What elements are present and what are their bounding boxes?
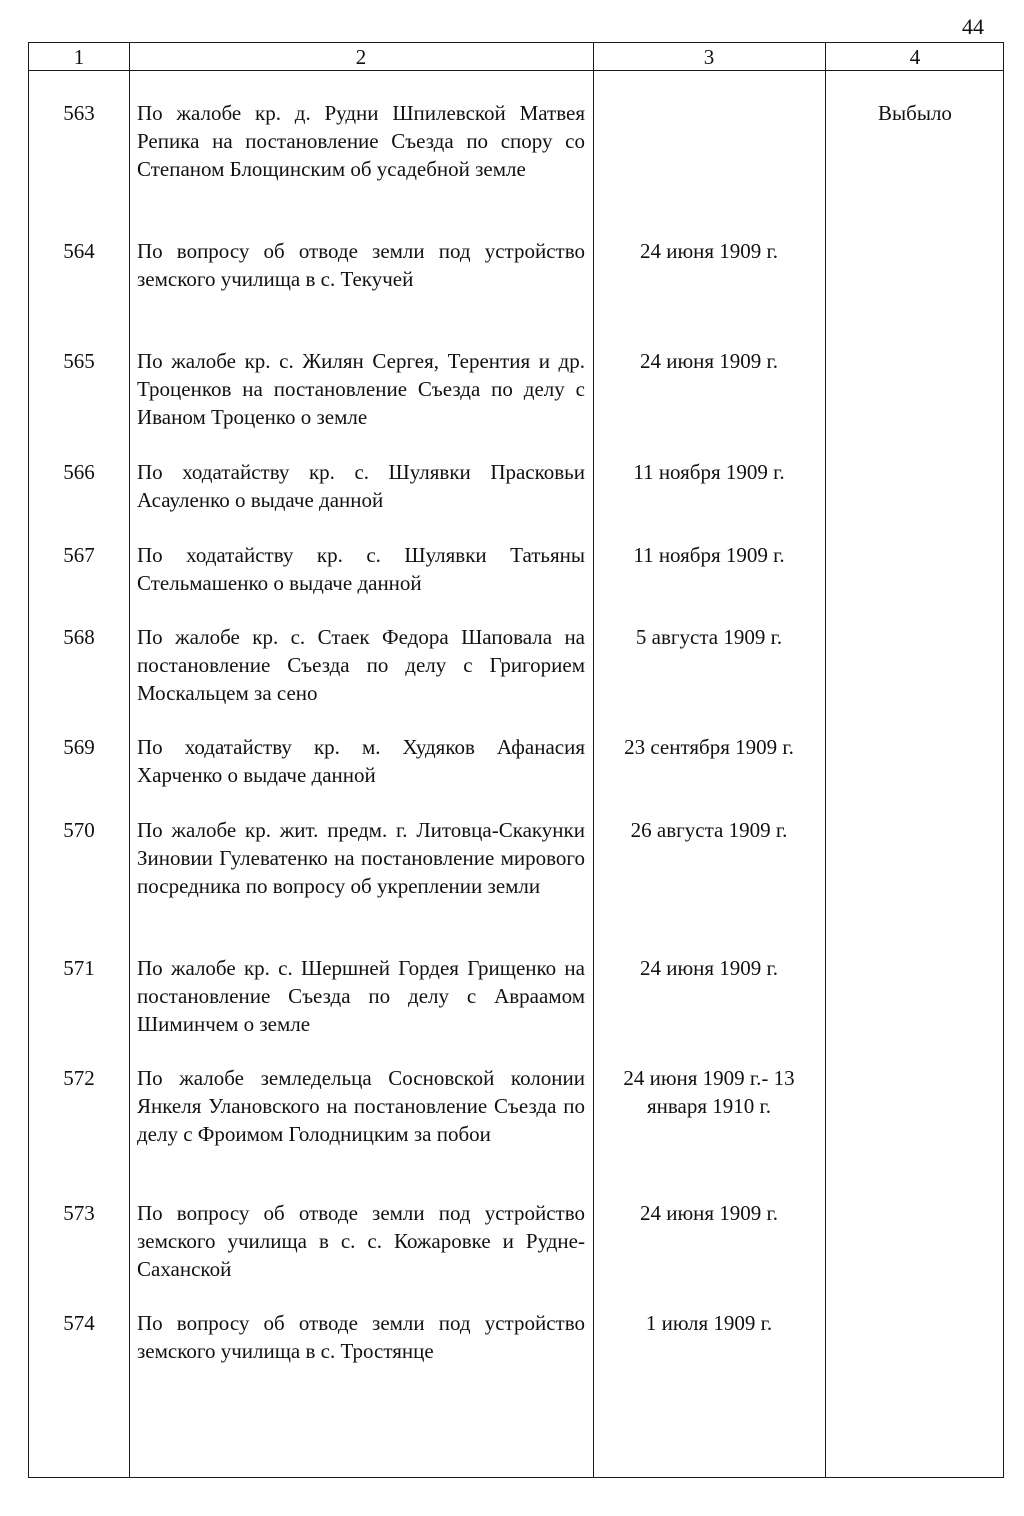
case-number: 568 bbox=[63, 625, 95, 649]
column-divider bbox=[129, 43, 130, 1477]
case-number: 572 bbox=[63, 1066, 95, 1090]
column-header-2: 2 bbox=[355, 45, 367, 69]
case-date: 11 ноября 1909 г. bbox=[633, 543, 785, 567]
column-divider bbox=[825, 43, 826, 1477]
case-number: 570 bbox=[63, 818, 95, 842]
column-header-1: 1 bbox=[73, 45, 85, 69]
case-number: 565 bbox=[63, 349, 95, 373]
case-description: По вопросу об отводе земли под устройство земского училища в с. с. Кожаровке и Рудне-Саханской bbox=[137, 1201, 585, 1281]
case-number: 573 bbox=[63, 1201, 95, 1225]
case-description: По жалобе кр. с. Стаек Федора Шаповала на постановление Съезда по делу с Григорием Москальцем за сено bbox=[137, 625, 585, 705]
case-number: 563 bbox=[63, 101, 95, 125]
case-number: 566 bbox=[63, 460, 95, 484]
case-description: По ходатайству кр. м. Худяков Афанасия Харченко о выдаче данной bbox=[137, 735, 585, 787]
case-number: 567 bbox=[63, 543, 95, 567]
case-date: 26 августа 1909 г. bbox=[630, 818, 788, 842]
case-date: 24 июня 1909 г. bbox=[639, 349, 779, 373]
case-date: 24 июня 1909 г. bbox=[639, 239, 779, 263]
case-description: По ходатайству кр. с. Шулявки Прасковьи Асауленко о выдаче данной bbox=[137, 460, 585, 512]
column-header-3: 3 bbox=[703, 45, 715, 69]
case-date: 24 июня 1909 г.- 13 января 1910 г. bbox=[623, 1066, 795, 1118]
case-description: По жалобе кр. жит. предм. г. Литовца-Скакунки Зиновии Гулеватенко на постановление мирового посредника по вопросу об укреплении земли bbox=[137, 818, 585, 898]
register-table bbox=[28, 42, 1004, 1478]
case-date: 24 июня 1909 г. bbox=[639, 1201, 779, 1225]
case-date: 1 июля 1909 г. bbox=[645, 1311, 773, 1335]
case-number: 571 bbox=[63, 956, 95, 980]
page-number: 44 bbox=[962, 14, 984, 39]
case-number: 574 bbox=[63, 1311, 95, 1335]
case-description: По вопросу об отводе земли под устройство земского училища в с. Тростянце bbox=[137, 1311, 585, 1363]
case-description: По ходатайству кр. с. Шулявки Татьяны Стельмашенко о выдаче данной bbox=[137, 543, 585, 595]
case-description: По жалобе кр. д. Рудни Шпилевской Матвея Репика на постановление Съезда по спору со Степаном Блощинским об усадебной земле bbox=[137, 101, 585, 181]
case-note: Выбыло bbox=[878, 101, 952, 125]
case-date: 24 июня 1909 г. bbox=[639, 956, 779, 980]
case-number: 564 bbox=[63, 239, 95, 263]
case-date: 5 августа 1909 г. bbox=[635, 625, 783, 649]
column-divider bbox=[593, 43, 594, 1477]
case-description: По жалобе кр. с. Шершней Гордея Грищенко на постановление Съезда по делу с Авраамом Шиминчем о земле bbox=[137, 956, 585, 1036]
column-header-4: 4 bbox=[909, 45, 921, 69]
case-description: По жалобе кр. с. Жилян Сергея, Терентия и др. Троценков на постановление Съезда по делу с Иваном Троценко о земле bbox=[137, 349, 585, 429]
table-header-row bbox=[29, 43, 1003, 71]
case-date: 23 сентября 1909 г. bbox=[624, 735, 794, 759]
case-number: 569 bbox=[63, 735, 95, 759]
case-description: По жалобе земледельца Сосновской колонии Янкеля Улановского на постановление Съезда по делу с Фроимом Голодницким за побои bbox=[137, 1066, 585, 1146]
case-date: 11 ноября 1909 г. bbox=[633, 460, 785, 484]
case-description: По вопросу об отводе земли под устройство земского училища в с. Текучей bbox=[137, 239, 585, 291]
